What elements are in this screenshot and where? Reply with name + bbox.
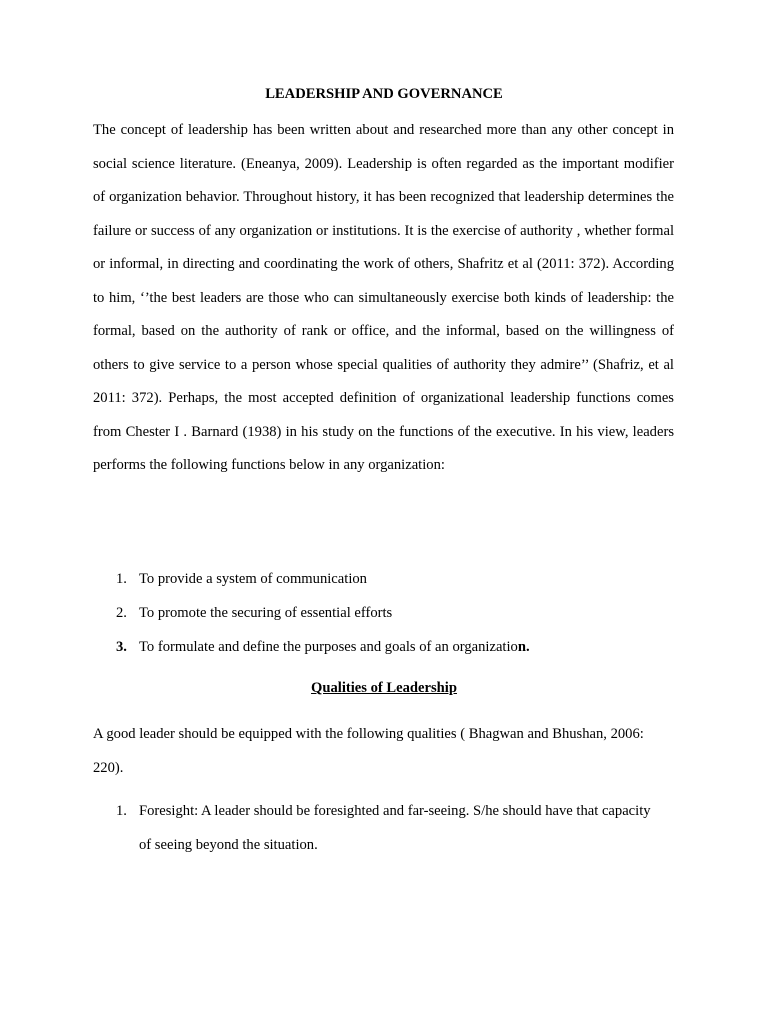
list-item-number: 2.: [116, 605, 127, 621]
list-item: [93, 636, 653, 670]
list-item: [93, 568, 653, 602]
list-item: [93, 602, 653, 636]
qualities-intro: A good leader should be equipped with the following qualities ( Bhagwan and Bhushan, 2006: 220).: [93, 726, 644, 776]
list-item-text: To promote the securing of essential efforts: [139, 605, 393, 621]
list-item-text: To formulate and define the purposes and goals of an organizatio: [139, 639, 518, 655]
list-item-bold-tail: n.: [517, 639, 530, 655]
list-item-text: Foresight: A leader should be foresighted and far-seeing. S/he should have that capacity of seeing beyond the situation.: [139, 803, 651, 853]
intro-paragraph: The concept of leadership has been written about and researched more than any other concept in social science literature. (Eneanya, 2009). Leadership is often regarded as the important modifier of organization behavior. Throughout history, it has been recognized that leadership determines the failure or success of any organization or institutions. It is the exercise of authority , whether formal or informal, in directing and coordinating the work of others, Shafritz et al (2011: 372). According to him, ‘’the best leaders are those who can simultaneously exercise both kinds of leadership: the formal, based on the authority of rank or office, and the informal, based on the willingness of others to give service to a person whose special qualities of authority they admire’’ (Shafriz, et al 2011: 372). Perhaps, the most accepted definition of organizational leadership functions comes from Chester I . Barnard (1938) in his study on the functions of the executive. In his view, leaders performs the following functions below in any organization:: [93, 122, 674, 473]
list-item: [93, 794, 653, 862]
functions-list: [93, 568, 653, 670]
list-item-text: To provide a system of communication: [139, 571, 367, 587]
qualities-list: [93, 794, 653, 862]
list-item-number: 1.: [116, 571, 127, 587]
list-item-number: 3.: [116, 639, 127, 655]
list-item-text-wrap: [139, 636, 530, 658]
document-title: LEADERSHIP AND GOVERNANCE: [265, 86, 503, 102]
qualities-heading: Qualities of Leadership: [311, 680, 457, 696]
list-item-number: 1.: [116, 803, 127, 819]
